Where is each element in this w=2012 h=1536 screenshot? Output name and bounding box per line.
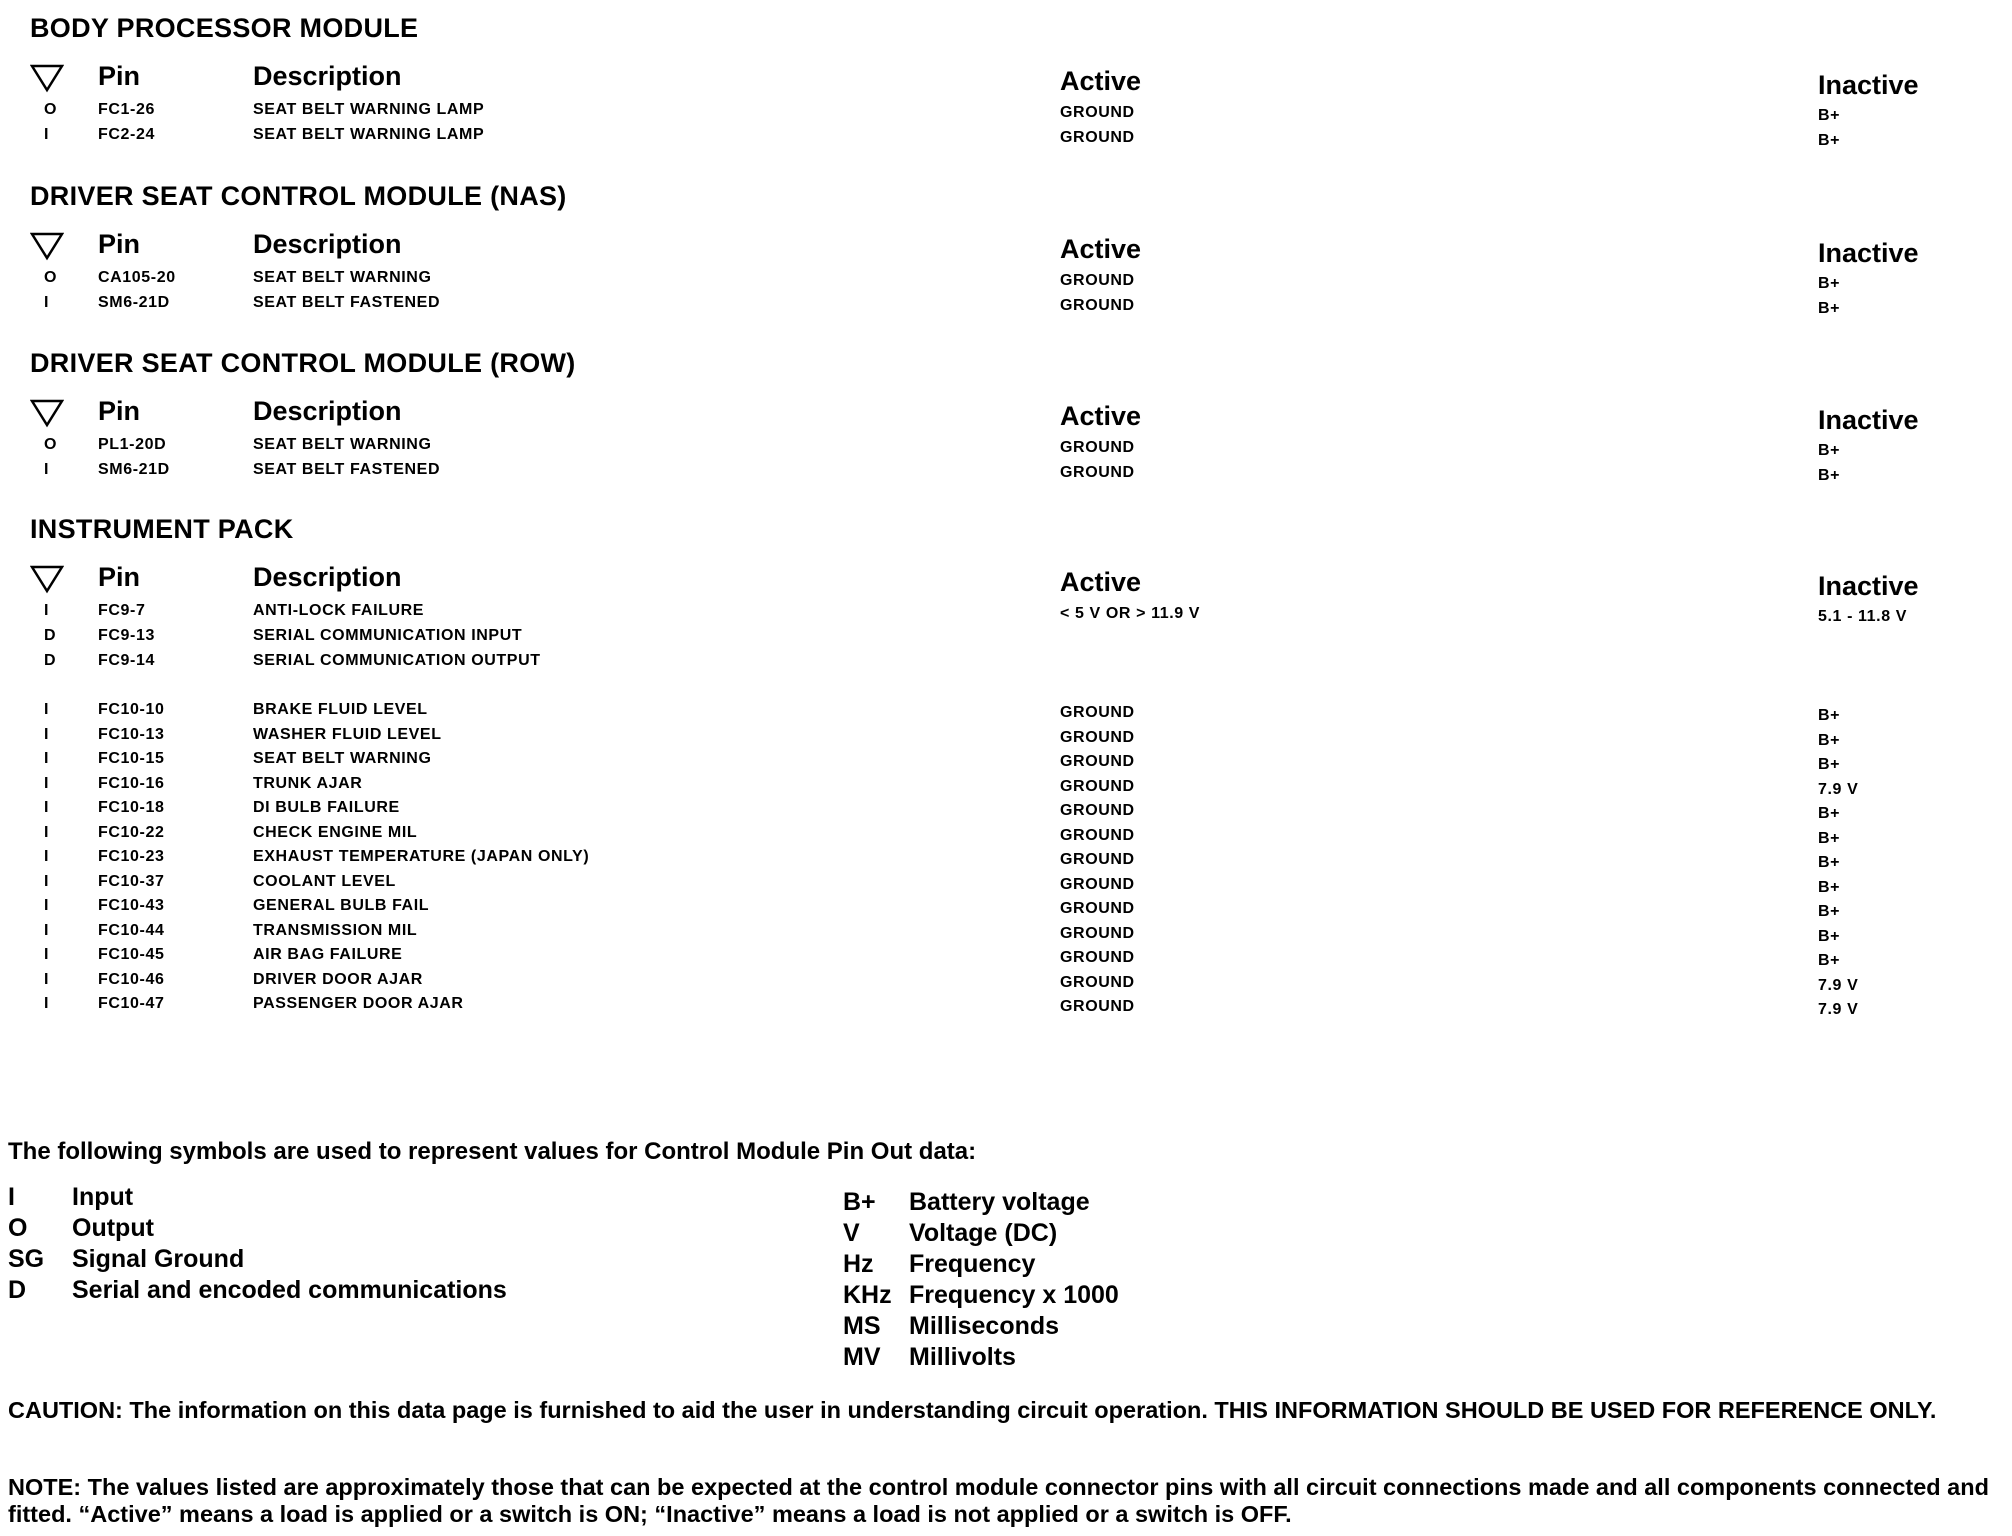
pin-id: FC10-22 — [98, 823, 165, 841]
table-row — [0, 1020, 2012, 1042]
pin-description: PASSENGER DOOR AJAR — [253, 995, 464, 1012]
pin-id: FC10-13 — [98, 725, 165, 743]
legend-intro: The following symbols are used to represent values for Control Module Pin Out data: — [8, 1138, 977, 1165]
header-description: Description — [253, 396, 402, 426]
io-type: D — [44, 627, 57, 644]
pin-id: FC10-45 — [98, 946, 165, 963]
inactive-value: B+ — [1818, 903, 1841, 920]
io-type: I — [44, 823, 50, 841]
legend-item-input — [8, 1183, 133, 1212]
table-row — [0, 294, 2012, 316]
table-row — [0, 946, 2012, 968]
note-text: NOTE: The values listed are approximately those that can be expected at the control module connector pins with all circuit connections made and all components connected and fitted. “Active” means a load is applied or a switch is ON; “Inactive” means a load is not applied or a switch is OFF. — [8, 1474, 1989, 1527]
pin-description: SERIAL COMMUNICATION OUTPUT — [253, 652, 541, 669]
section-title: DRIVER SEAT CONTROL MODULE (ROW) — [30, 348, 576, 378]
legend-symbol: I — [8, 1183, 15, 1211]
header-inactive: Inactive — [1818, 571, 1919, 601]
active-value: GROUND — [1060, 875, 1135, 893]
pin-id: FC10-18 — [98, 799, 165, 816]
legend-item-millivolts — [843, 1343, 1016, 1372]
table-row — [0, 126, 2012, 148]
section-title: INSTRUMENT PACK — [30, 514, 294, 544]
table-row — [0, 799, 2012, 821]
active-value: GROUND — [1060, 973, 1135, 991]
table-row — [0, 775, 2012, 797]
table-row — [0, 602, 2012, 624]
io-type: I — [44, 461, 50, 478]
legend-item-khz — [843, 1281, 1119, 1310]
pin-description: COOLANT LEVEL — [253, 872, 396, 890]
header-inactive: Inactive — [1818, 238, 1919, 268]
caution-text: CAUTION: The information on this data page is furnished to aid the user in understanding circuit operation. THIS INFORMATION SHOULD BE USED FOR REFERENCE ONLY. — [8, 1397, 1937, 1423]
pin-description: BRAKE FLUID LEVEL — [253, 701, 428, 718]
io-type: I — [44, 872, 50, 890]
table-row — [0, 652, 2012, 674]
pin-description: WASHER FLUID LEVEL — [253, 725, 442, 743]
io-type: O — [44, 436, 58, 453]
header-pin: Pin — [98, 61, 141, 91]
header-active: Active — [1060, 401, 1142, 431]
table-row — [0, 101, 2012, 123]
active-value: GROUND — [1060, 924, 1135, 942]
pin-description: SERIAL COMMUNICATION INPUT — [253, 627, 523, 644]
table-row — [0, 436, 2012, 458]
pin-id: FC9-7 — [98, 602, 146, 619]
legend-item-frequency — [843, 1250, 1035, 1279]
header-pin: Pin — [98, 396, 141, 426]
inactive-value: B+ — [1818, 707, 1841, 724]
active-value: GROUND — [1060, 704, 1135, 721]
inactive-value: B+ — [1818, 927, 1841, 945]
header-active: Active — [1060, 567, 1142, 597]
legend-item-output — [8, 1214, 154, 1243]
legend-symbol: MS — [843, 1312, 881, 1340]
io-type: I — [44, 897, 50, 914]
triangle-icon — [30, 231, 64, 261]
active-value: GROUND — [1060, 900, 1135, 917]
legend-item-battery — [843, 1188, 1090, 1217]
inactive-value: B+ — [1818, 300, 1841, 317]
inactive-value: B+ — [1818, 878, 1841, 896]
header-inactive: Inactive — [1818, 405, 1919, 435]
legend-symbol: SG — [8, 1245, 45, 1273]
active-value: GROUND — [1060, 802, 1135, 819]
pin-description: SEAT BELT WARNING LAMP — [253, 101, 485, 118]
pin-description: SEAT BELT FASTENED — [253, 461, 441, 478]
pin-id: SM6-21D — [98, 461, 170, 478]
legend-text: Serial and encoded communications — [72, 1276, 507, 1304]
inactive-value: B+ — [1818, 467, 1841, 484]
legend-text: Signal Ground — [72, 1245, 245, 1273]
io-type: I — [44, 995, 50, 1012]
io-type: I — [44, 701, 50, 718]
inactive-value: B+ — [1818, 275, 1841, 292]
pin-description: SEAT BELT WARNING LAMP — [253, 126, 485, 143]
table-row — [0, 726, 2012, 748]
pin-id: CA105-20 — [98, 269, 176, 286]
io-type: I — [44, 602, 50, 619]
legend-symbol: O — [8, 1214, 28, 1242]
pin-description: SEAT BELT WARNING — [253, 269, 432, 286]
active-value: GROUND — [1060, 272, 1135, 289]
header-description: Description — [253, 61, 402, 91]
pin-description: CHECK ENGINE MIL — [253, 823, 418, 841]
active-value: GROUND — [1060, 129, 1135, 146]
legend-text: Milliseconds — [909, 1312, 1060, 1340]
pin-id: FC10-47 — [98, 995, 165, 1012]
active-value: < 5 V OR > 11.9 V — [1060, 605, 1201, 622]
pin-id: SM6-21D — [98, 294, 170, 311]
pin-description: DRIVER DOOR AJAR — [253, 970, 423, 988]
pin-description: TRUNK AJAR — [253, 774, 363, 792]
io-type: I — [44, 126, 50, 143]
legend-text: Battery voltage — [909, 1188, 1090, 1216]
inactive-value: B+ — [1818, 805, 1841, 822]
legend-text: Voltage (DC) — [909, 1219, 1058, 1247]
inactive-value: B+ — [1818, 132, 1841, 149]
pin-description: EXHAUST TEMPERATURE (JAPAN ONLY) — [253, 848, 590, 865]
inactive-value: 7.9 V — [1818, 1001, 1859, 1018]
pin-description: SEAT BELT FASTENED — [253, 294, 441, 311]
pin-id: FC9-14 — [98, 652, 155, 669]
inactive-value: B+ — [1818, 107, 1841, 124]
active-value: GROUND — [1060, 777, 1135, 795]
legend-item-serial — [8, 1276, 507, 1305]
inactive-value: B+ — [1818, 854, 1841, 871]
pin-id: FC10-37 — [98, 872, 165, 890]
inactive-value: B+ — [1818, 829, 1841, 847]
table-row — [0, 922, 2012, 944]
pin-description: TRANSMISSION MIL — [253, 921, 418, 939]
pin-id: FC10-46 — [98, 970, 165, 988]
pin-description: SEAT BELT WARNING — [253, 750, 432, 767]
inactive-value: 7.9 V — [1818, 976, 1859, 994]
active-value: GROUND — [1060, 753, 1135, 770]
table-row — [0, 848, 2012, 870]
io-type: I — [44, 750, 50, 767]
legend-text: Output — [72, 1214, 154, 1242]
legend-item-voltage — [843, 1219, 1057, 1248]
pin-id: FC10-15 — [98, 750, 165, 767]
header-inactive: Inactive — [1818, 70, 1919, 100]
io-type: O — [44, 101, 58, 118]
table-row — [0, 750, 2012, 772]
table-row — [0, 627, 2012, 649]
active-value: GROUND — [1060, 949, 1135, 966]
section-title: BODY PROCESSOR MODULE — [30, 13, 419, 43]
inactive-value: 7.9 V — [1818, 780, 1859, 798]
legend-symbol: B+ — [843, 1188, 876, 1216]
table-row — [0, 873, 2012, 895]
legend-symbol: KHz — [843, 1281, 892, 1309]
legend-text: Millivolts — [909, 1343, 1016, 1371]
inactive-value: B+ — [1818, 952, 1841, 969]
active-value: GROUND — [1060, 728, 1135, 746]
active-value: GROUND — [1060, 851, 1135, 868]
table-row — [0, 971, 2012, 993]
header-description: Description — [253, 562, 402, 592]
pin-id: FC10-16 — [98, 774, 165, 792]
pin-id: FC2-24 — [98, 126, 155, 143]
pin-description: AIR BAG FAILURE — [253, 946, 403, 963]
table-row — [0, 995, 2012, 1017]
legend-item-milliseconds — [843, 1312, 1059, 1341]
active-value: GROUND — [1060, 464, 1135, 481]
active-value: GROUND — [1060, 998, 1135, 1015]
table-row — [0, 824, 2012, 846]
table-row — [0, 897, 2012, 919]
table-row — [0, 461, 2012, 483]
inactive-value: B+ — [1818, 731, 1841, 749]
pin-id: PL1-20D — [98, 436, 167, 453]
pin-description: GENERAL BULB FAIL — [253, 897, 430, 914]
triangle-icon — [30, 63, 64, 93]
header-description: Description — [253, 229, 402, 259]
active-value: GROUND — [1060, 826, 1135, 844]
io-type: I — [44, 970, 50, 988]
active-value: GROUND — [1060, 297, 1135, 314]
active-value: GROUND — [1060, 439, 1135, 456]
pin-id: FC10-44 — [98, 921, 165, 939]
triangle-icon — [30, 564, 64, 594]
inactive-value: 5.1 - 11.8 V — [1818, 608, 1908, 625]
pin-id: FC10-10 — [98, 701, 165, 718]
table-row — [0, 701, 2012, 723]
io-type: O — [44, 269, 58, 286]
legend-text: Frequency — [909, 1250, 1036, 1278]
pin-description: DI BULB FAILURE — [253, 799, 400, 816]
io-type: I — [44, 294, 50, 311]
header-active: Active — [1060, 234, 1142, 264]
section-title: DRIVER SEAT CONTROL MODULE (NAS) — [30, 181, 567, 211]
io-type: D — [44, 652, 57, 669]
inactive-value: B+ — [1818, 756, 1841, 773]
triangle-icon — [30, 398, 64, 428]
header-pin: Pin — [98, 562, 141, 592]
header-active: Active — [1060, 66, 1142, 96]
header-pin: Pin — [98, 229, 141, 259]
active-value: GROUND — [1060, 104, 1135, 121]
io-type: I — [44, 921, 50, 939]
legend-symbol: D — [8, 1276, 27, 1304]
io-type: I — [44, 725, 50, 743]
pin-id: FC10-23 — [98, 848, 165, 865]
legend-item-signal-ground — [8, 1245, 244, 1274]
legend-symbol: Hz — [843, 1250, 874, 1278]
pin-id: FC9-13 — [98, 627, 155, 644]
pin-id: FC10-43 — [98, 897, 165, 914]
io-type: I — [44, 799, 50, 816]
legend-symbol: MV — [843, 1343, 881, 1371]
legend-symbol: V — [843, 1219, 860, 1247]
io-type: I — [44, 774, 50, 792]
pin-description: ANTI-LOCK FAILURE — [253, 602, 425, 619]
pin-description: SEAT BELT WARNING — [253, 436, 432, 453]
legend-text: Input — [72, 1183, 134, 1211]
pin-id: FC1-26 — [98, 101, 155, 118]
io-type: I — [44, 848, 50, 865]
legend-text: Frequency x 1000 — [909, 1281, 1119, 1309]
io-type: I — [44, 946, 50, 963]
inactive-value: B+ — [1818, 442, 1841, 459]
table-row — [0, 269, 2012, 291]
